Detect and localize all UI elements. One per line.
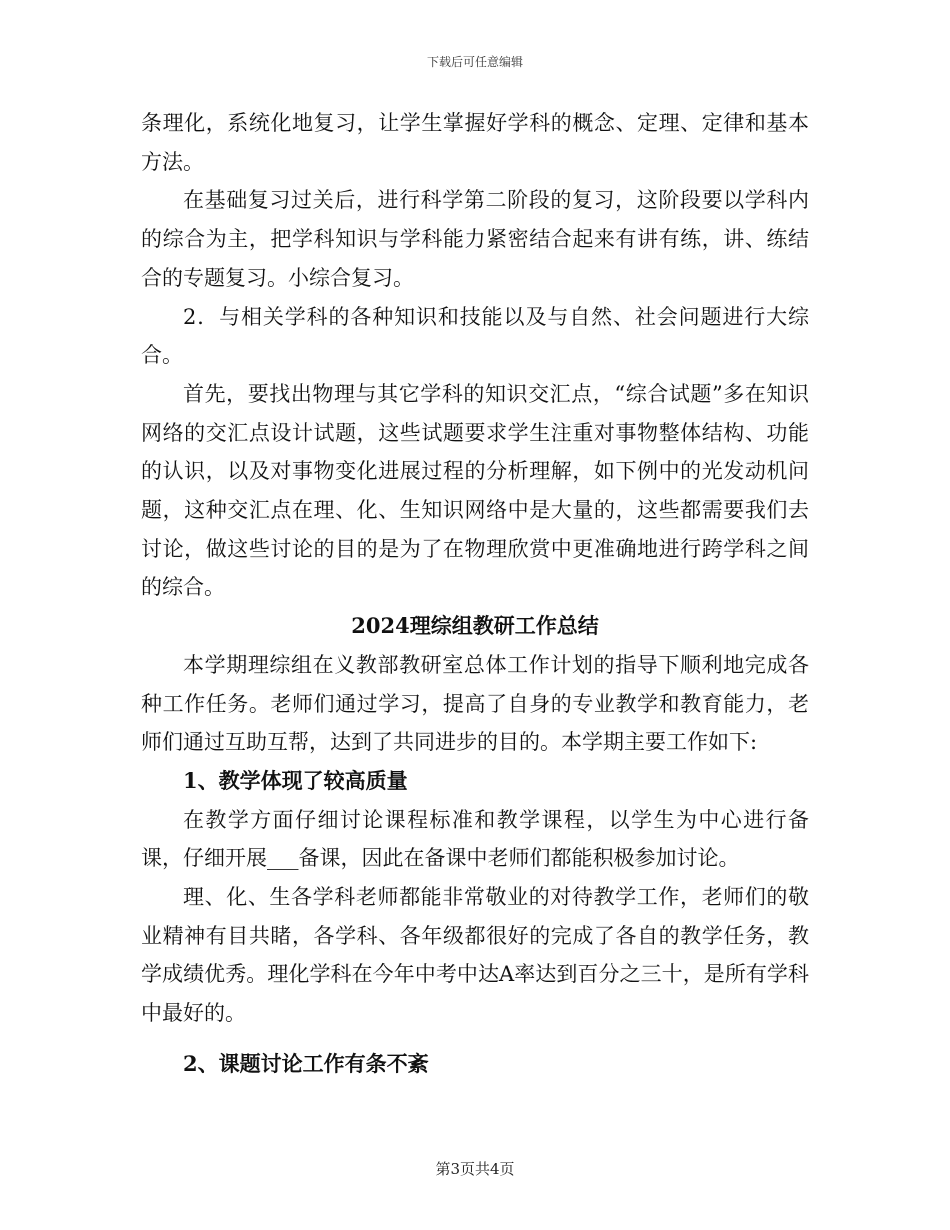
page-footer: 第3页共4页 (435, 1160, 515, 1178)
section-title: 2024理综组教研工作总结 (351, 613, 599, 639)
paragraph: 条理化，系统化地复习，让学生掌握好学科的概念、定理、定律和基本方法。 (141, 111, 809, 174)
document-body (141, 104, 809, 1084)
intro-paragraph: 本学期理综组在义教部教研室总体工作计划的指导下顺利地完成各种工作任务。老师们通过学习，提高了自身的专业教学和教育能力，老师们通过互助互帮，达到了共同进步的目的。本学期主要工作如下: (141, 652, 809, 755)
paragraph: 首先，要找出物理与其它学科的知识交汇点，“综合试题”多在知识网络的交汇点设计试题，这些试题要求学生注重对事物整体结构、功能的认识，以及对事物变化进展过程的分析理解，如下例中的光发动机问题，这种交汇点在理、化、生知识网络中是大量的，这些都需要我们去讨论，做这些讨论的目的是为了在物理欣赏中更准确地进行跨学科之间的综合。 (141, 381, 809, 600)
heading-research-work: 2、课题讨论工作有条不紊 (183, 1050, 429, 1076)
paragraph: 在基础复习过关后，进行科学第二阶段的复习，这阶段要以学科内的综合为主，把学科知识与学科能力紧密结合起来有讲有练，讲、练结合的专题复习。小综合复习。 (141, 188, 809, 290)
page-header: 下载后可任意编辑 (426, 55, 523, 69)
paragraph: 2．与相关学科的各种知识和技能以及与自然、社会问题进行大综合。 (141, 304, 809, 368)
paragraph: 理、化、生各学科老师都能非常敬业的对待教学工作，老师们的敬业精神有目共睹，各学科、各年级都很好的完成了各自的教学任务，教学成绩优秀。理化学科在今年中考中达A率达到百分之三十，是所有学科中最好的。 (141, 885, 809, 1026)
paragraph: 在教学方面仔细讨论课程标准和教学课程，以学生为中心进行备课，仔细开展___备课，因此在备课中老师们都能积极参加讨论。 (141, 807, 809, 871)
heading-teaching-quality: 1、教学体现了较高质量 (183, 767, 408, 793)
